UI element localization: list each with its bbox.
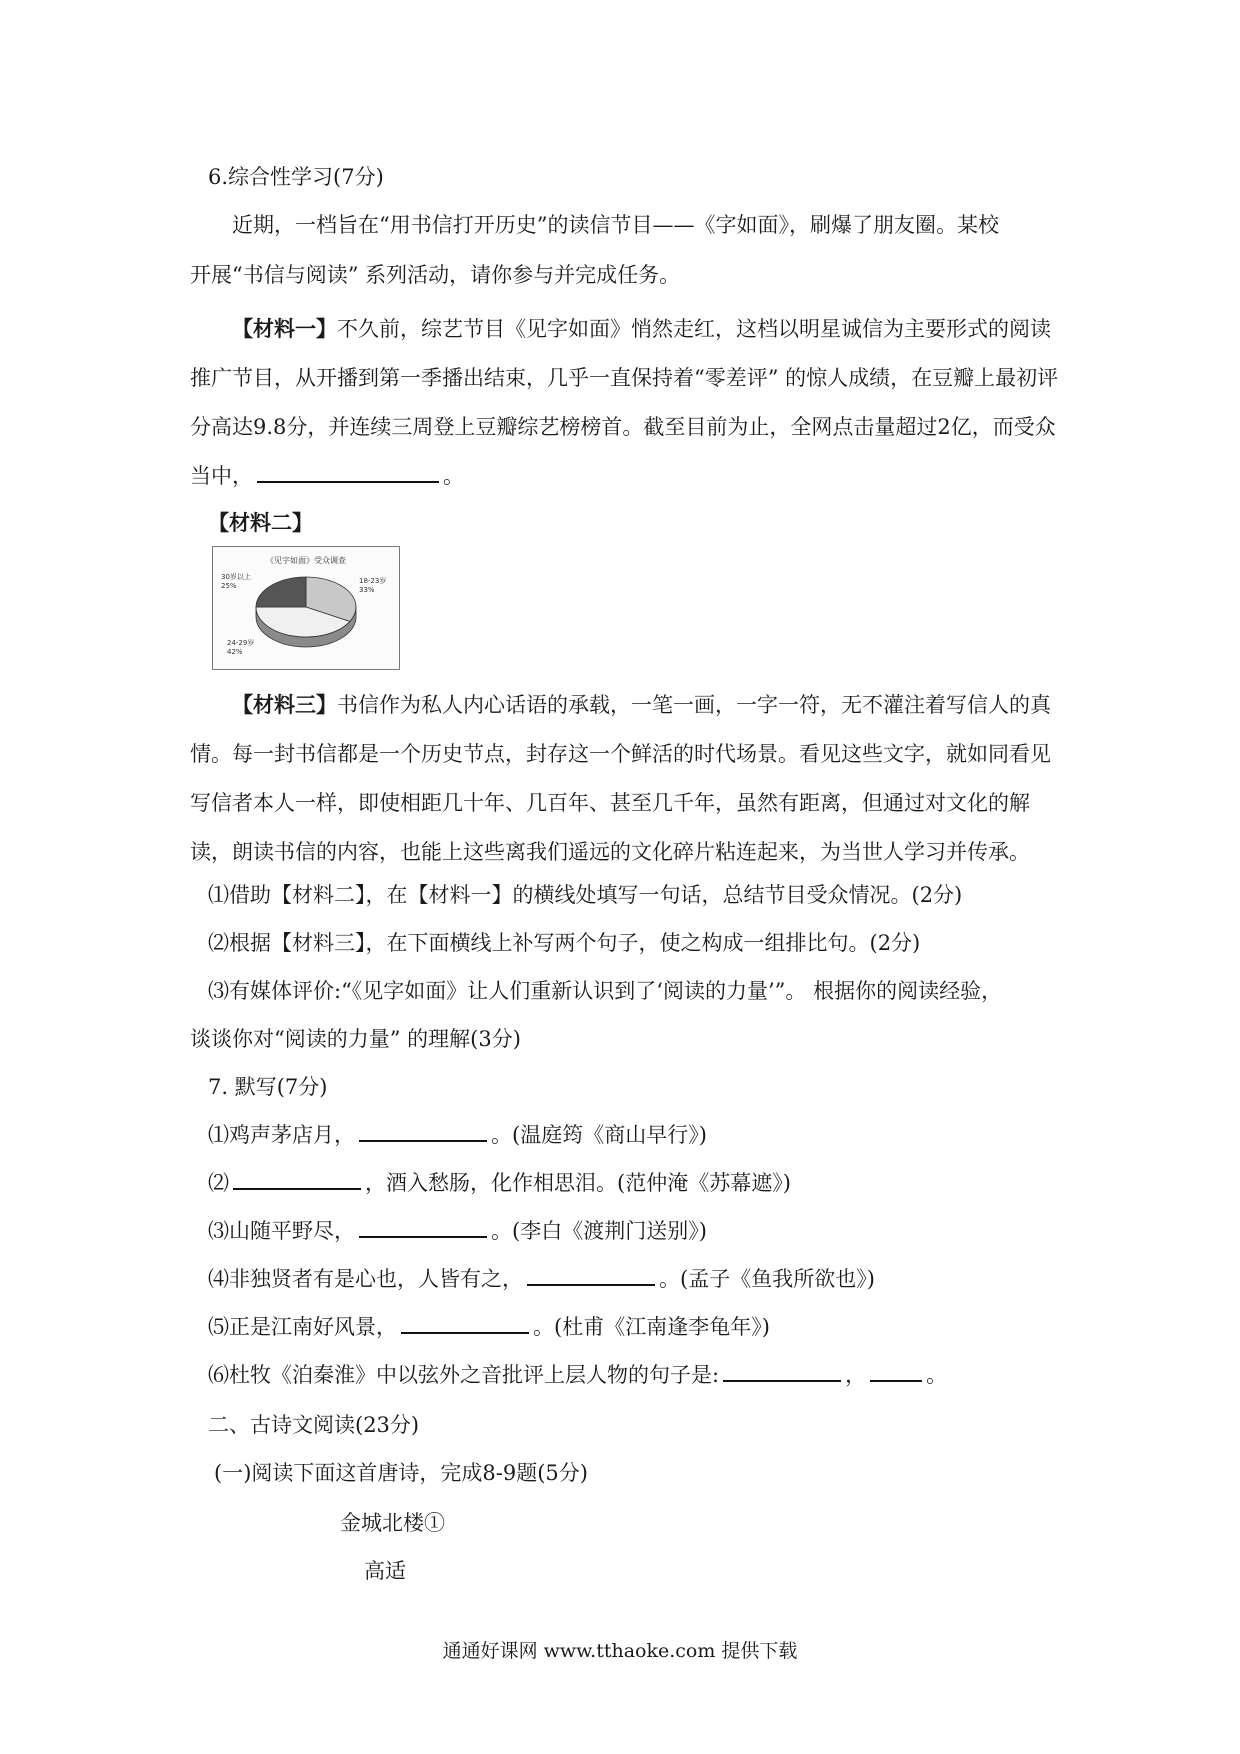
q7-item6-end: 。 — [926, 1363, 948, 1387]
q7-item4 — [208, 1264, 875, 1294]
q7-item5-suffix: 。(杜甫《江南逢李龟年》) — [533, 1315, 770, 1339]
poem-title: 金城北楼① — [340, 1511, 445, 1535]
q6-intro-line1: 近期，一档旨在“用书信打开历史”的读信节目——《字如面》，刷爆了朋友圈。某校 — [232, 213, 999, 237]
q7-item5 — [208, 1312, 770, 1342]
q7-item2-suffix: ，酒入愁肠，化作相思泪。(范仲淹《苏幕遮》) — [365, 1171, 791, 1195]
q6-sub1: ⑴借助【材料二】，在【材料一】的横线处填写一句话，总结节目受众情况。(2分) — [208, 883, 963, 907]
pie-slice-2 — [256, 577, 306, 607]
poem-author: 高适 — [364, 1559, 406, 1583]
q6-sub3-line1: ⑶有媒体评价:“《见字如面》让人们重新认识到了‘阅读的力量’”。 根据你的阅读经验， — [208, 979, 1003, 1003]
q7-item1-prefix: ⑴鸡声茅店月， — [208, 1123, 355, 1147]
q7-item3-suffix: 。(李白《渡荆门送别》) — [491, 1219, 707, 1243]
material-three-tag: 【材料三】 — [232, 692, 337, 717]
slice-value-24-29: 42% — [227, 648, 243, 656]
slice-value-18-23: 33% — [359, 586, 375, 594]
material-one-text: 不久前，综艺节目《见字如面》悄然走红，这档以明星诚信为主要形式的阅读推广节目，从开播到第一季播出结束，几乎一直保持着“零差评” 的惊人成绩，在豆瓣上最初评分高达9.8分，并连续三周登上豆瓣综艺榜榜首。截至目前为止，全网点击量超过2亿，而受众当中， — [190, 317, 1059, 488]
q7-item6-blank1[interactable] — [723, 1360, 841, 1382]
q7-heading: 7. 默写(7分) — [208, 1075, 328, 1099]
q6-heading: 6.综合性学习(7分) — [208, 165, 384, 189]
material-one-answer-blank[interactable] — [257, 461, 439, 483]
q7-item4-suffix: 。(孟子《鱼我所欲也》) — [659, 1267, 875, 1291]
pie-slices — [256, 577, 356, 637]
q7-item6-blank2[interactable] — [870, 1360, 922, 1382]
q7-item2 — [208, 1168, 791, 1198]
q7-item3 — [208, 1216, 707, 1246]
page-footer: 通通好课网 www.tthaoke.com 提供下载 — [442, 1640, 798, 1662]
q6-sub2: ⑵根据【材料三】，在下面横线上补写两个句子，使之构成一组排比句。(2分) — [208, 931, 921, 955]
q7-item5-blank[interactable] — [401, 1312, 529, 1334]
section2-subheading: (一)阅读下面这首唐诗，完成8-9题(5分) — [214, 1461, 588, 1485]
audience-pie-chart — [212, 546, 400, 670]
slice-label-18-23: 18-23岁 — [359, 577, 387, 585]
q7-item2-prefix: ⑵ — [208, 1171, 229, 1195]
q6-sub3-line2: 谈谈你对“阅读的力量” 的理解(3分) — [190, 1027, 521, 1051]
q7-item1-suffix: 。(温庭筠《商山早行》) — [491, 1123, 707, 1147]
q7-item4-blank[interactable] — [527, 1264, 655, 1286]
pie-chart-svg — [213, 547, 399, 669]
slice-value-30-plus: 25% — [221, 582, 237, 590]
q7-item1-blank[interactable] — [359, 1120, 487, 1142]
q7-item5-prefix: ⑸正是江南好风景， — [208, 1315, 397, 1339]
q7-item2-blank[interactable] — [233, 1168, 361, 1190]
material-one-end: 。 — [443, 464, 464, 488]
chart-title: 《见字如面》受众调查 — [266, 556, 346, 565]
section2-heading: 二、古诗文阅读(23分) — [208, 1413, 420, 1437]
material-one-tag: 【材料一】 — [232, 316, 337, 341]
material-three-text: 书信作为私人内心话语的承载，一笔一画，一字一符，无不灌注着写信人的真情。每一封书信都是一个历史节点，封存这一个鲜活的时代场景。看见这些文字，就如同看见写信者本人一样，即使相距几十年、几百年、甚至几千年，虽然有距离，但通过对文化的解读，朗读书信的内容，也能上这些离我们遥远的文化碎片粘连起来，为当世人学习并传承。 — [190, 693, 1051, 864]
q7-item4-prefix: ⑷非独贤者有是心也，人皆有之， — [208, 1267, 523, 1291]
material-three — [190, 680, 1060, 877]
q7-item6 — [208, 1360, 947, 1390]
q7-item3-blank[interactable] — [359, 1216, 487, 1238]
q7-item6-comma: ， — [845, 1363, 867, 1387]
slice-label-24-29: 24-29岁 — [227, 639, 255, 647]
material-two-tag: 【材料二】 — [208, 510, 313, 535]
q7-item1 — [208, 1120, 707, 1150]
q7-item3-prefix: ⑶山随平野尽， — [208, 1219, 355, 1243]
material-one — [190, 304, 1060, 501]
q6-intro-line2: 开展“书信与阅读” 系列活动，请你参与并完成任务。 — [190, 263, 681, 287]
q7-item6-prefix: ⑹杜牧《泊秦淮》中以弦外之音批评上层人物的句子是: — [208, 1363, 720, 1387]
slice-label-30-plus: 30岁以上 — [221, 573, 251, 581]
